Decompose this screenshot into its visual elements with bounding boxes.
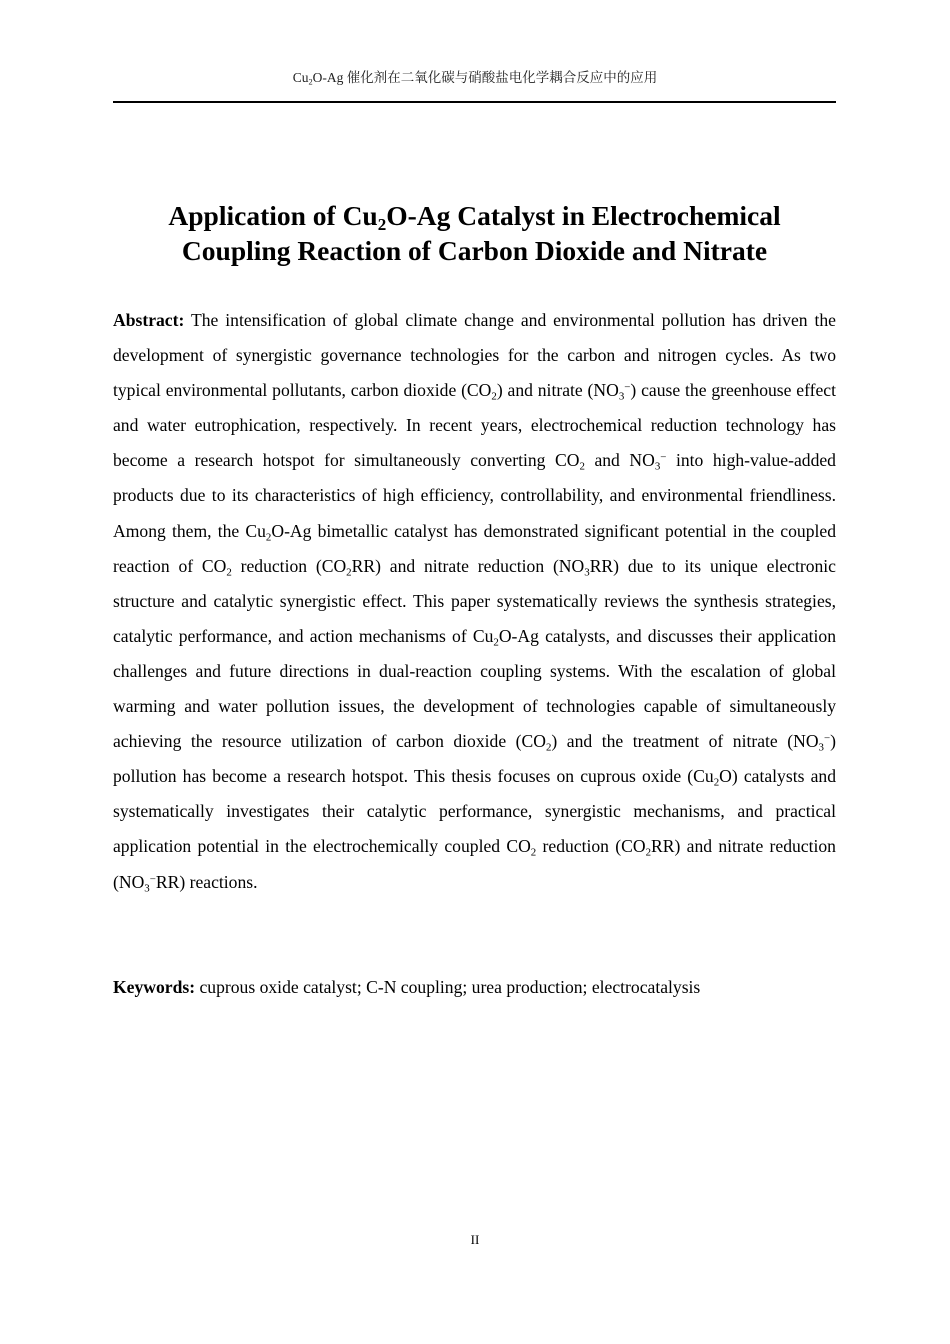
superscript: − (149, 873, 156, 886)
superscript: − (823, 732, 831, 745)
text-run: ) and the treatment of nitrate (NO (551, 731, 819, 752)
keywords-paragraph (113, 970, 836, 1005)
text-run: Cu (292, 70, 309, 85)
subscript: 2 (645, 846, 652, 859)
text-run: O-Ag Catalyst in Electrochemical Coupling Reaction of Carbon Dioxide and Nitrate (181, 200, 781, 266)
subscript: 2 (491, 390, 497, 403)
subscript: 2 (308, 77, 313, 87)
keywords-text: cuprous oxide catalyst; C-N coupling; urea production; electrocatalysis (195, 977, 701, 997)
text-run: reduction (CO (231, 555, 347, 576)
text-run: ) cause the greenhouse effect and water eutrophication, respectively. In recent years, electrochemical reduction technology has become a research hotspot for simultaneously converting CO (113, 380, 836, 471)
page-title (113, 198, 836, 268)
abstract-body (113, 310, 836, 892)
subscript: 3 (618, 390, 625, 403)
subscript: 2 (265, 530, 272, 543)
text-run: RR) due to its unique electronic structure and catalytic synergistic effect. This paper systematically reviews the synthesis strategies, catalytic performance, and action mechanisms of Cu (113, 555, 836, 646)
subscript: 2 (713, 776, 720, 789)
text-run: ) and nitrate (NO (496, 380, 619, 401)
text-run: and NO (584, 450, 655, 471)
text-run: Application of Cu (168, 200, 378, 231)
text-run: RR) and nitrate reduction (NO (113, 836, 836, 892)
subscript: 2 (493, 636, 499, 649)
text-run: ) pollution has become a research hotspot. This thesis focuses on cuprous oxide (Cu (113, 731, 836, 787)
text-run: O) catalysts and systematically investigates their catalytic performance, synergistic mechanisms, and practical application potential in the electrochemically coupled CO (113, 766, 836, 857)
text-run: into high-value-added products due to its characteristics of high efficiency, controllability, and environmental friendliness. Among them, the Cu (113, 450, 836, 541)
page-number: II (470, 1232, 480, 1247)
subscript: 2 (530, 846, 537, 859)
running-header (0, 66, 950, 86)
subscript: 2 (226, 565, 232, 578)
subscript: 2 (346, 565, 352, 578)
text-run: reduction (CO (536, 836, 646, 857)
text-run: The intensification of global climate change and environmental pollution has driven the development of synergistic governance technologies for the carbon and nitrogen cycles. As two typical environmental pollutants, carbon dioxide (CO (113, 310, 836, 401)
abstract-paragraph (113, 303, 836, 900)
text-run: O-Ag bimetallic catalyst has demonstrated significant potential in the coupled reaction of CO (113, 520, 836, 576)
abstract-label: Abstract: (113, 310, 185, 330)
superscript: − (660, 451, 667, 464)
text-run: RR) and nitrate reduction (NO (351, 555, 585, 576)
text-run: O-Ag catalysts, and discusses their application challenges and future directions in dual-reaction coupling systems. With the escalation of global warming and water pollution issues, the development of technologies capable of simultaneously achieving the resource utilization of carbon dioxide (CO (113, 625, 836, 752)
subscript: 3 (818, 741, 824, 754)
subscript: 3 (584, 565, 590, 578)
header-rule (113, 101, 836, 103)
superscript: − (624, 381, 631, 394)
keywords-label: Keywords: (113, 977, 196, 997)
subscript: 2 (545, 741, 552, 754)
subscript: 2 (377, 215, 387, 235)
text-run: O-Ag 催化剂在二氧化碳与硝酸盐电化学耦合反应中的应用 (312, 70, 658, 85)
subscript: 3 (144, 881, 150, 894)
subscript: 2 (579, 460, 585, 473)
subscript: 3 (654, 460, 661, 473)
text-run: RR) reactions. (155, 871, 258, 892)
